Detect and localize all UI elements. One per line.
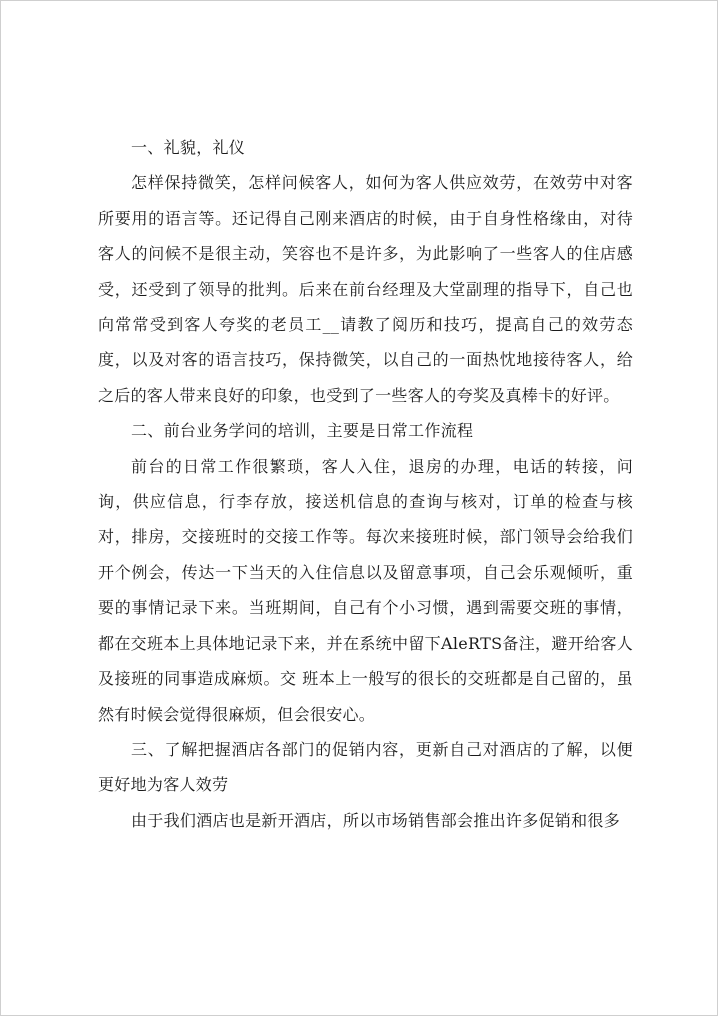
paragraph-etiquette: 怎样保持微笑，怎样问候客人，如何为客人供应效劳，在效劳中对客所要用的语言等。还记得自己刚来酒店的时候，由于自身性格缘由，对待客人的问候不是很主动，笑容也不是许多，为此影响了一些客人的住店感受，还受到了领导的批判。后来在前台经理及大堂副理的指导下，自己也向常常受到客人夸奖的老员工__请教了阅历和技巧，提高自己的效劳态度，以及对客的语言技巧，保持微笑，以自己的一面热忱地接待客人，给之后的客人带来良好的印象，也受到了一些客人的夸奖及真棒卡的好评。 bbox=[98, 173, 633, 405]
paragraph-promotions: 由于我们酒店也是新开酒店，所以市场销售部会推出许多促销和很多 bbox=[131, 810, 621, 830]
section-heading-etiquette: 一、礼貌，礼仪 bbox=[131, 138, 246, 157]
document-body bbox=[98, 130, 633, 838]
section-heading-front-desk-training: 二、前台业务学问的培训，主要是日常工作流程 bbox=[131, 421, 474, 441]
paragraph-front-desk-workflow: 前台的日常工作很繁琐，客人入住，退房的办理，电话的转接，问询，供应信息，行李存放，接送机信息的查询与核对，订单的检查与核对，排房，交接班时的交接工作等。每次来接班时候，部门领导会给我们开个例会，传达一下当天的入住信息以及留意事项，自己会乐观倾听，重要的事情记录下来。当班期间，自己有个小习惯，遇到需要交班的事情，都在交班本上具体地记录下来，并在系统中留下AleRTS备注，避开给客人及接班的同事造成麻烦。交 班本上一般写的很长的交班都是自己留的，虽然有时候会觉得很麻烦，但会很安心。 bbox=[98, 456, 633, 724]
section-heading-promotions: 三、了解把握酒店各部门的促销内容，更新自己对酒店的了解，以便更好地为客人效劳 bbox=[98, 739, 633, 795]
